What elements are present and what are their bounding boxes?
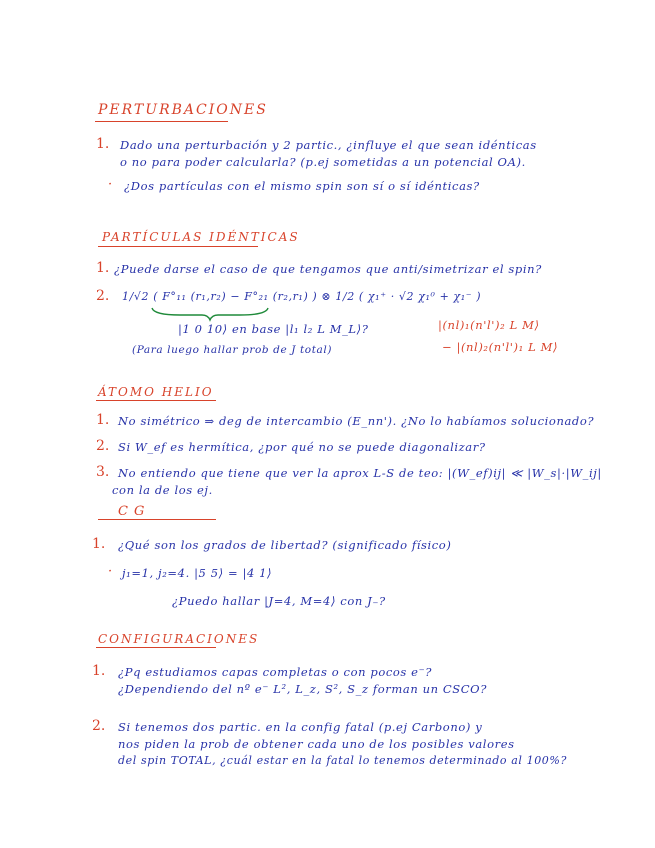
heading-cg: CG [118, 504, 151, 519]
question-text: ¿Puede darse el caso de que tengamos que anti/simetrizar el spin? [114, 262, 542, 276]
question-number: 3. [96, 464, 110, 480]
question-text: ¿Qué son los grados de libertad? (significado físico) [118, 538, 452, 552]
heading-underline [96, 647, 216, 648]
ket-question: |1 0 10⟩ en base |l₁ l₂ L M_L⟩? [178, 322, 369, 336]
bullet-text: ¿Dos partículas con el mismo spin son sí o sí idénticas? [124, 179, 480, 193]
question-number: 1. [92, 536, 106, 552]
red-annotation: − |(nl)₂(n'l')₁ L M⟩ [442, 340, 559, 354]
question-text: No entiendo que tiene que ver la aprox L-S de teo: |(W_ef)ij| ≪ |W_s|·|W_ij| [118, 466, 602, 480]
heading-particulas: PARTÍCULAS IDÉNTICAS [102, 230, 300, 244]
question-text: con la de los ej. [112, 483, 213, 497]
heading-underline [98, 246, 258, 247]
question-text: del spin TOTAL, ¿cuál estar en la fatal lo tenemos determinado al 100%? [118, 754, 567, 767]
question-text: o no para poder calcularla? (p.ej sometidas a un potencial OA). [120, 155, 526, 169]
question-text: Si W_ef es hermítica, ¿por qué no se puede diagonalizar? [118, 440, 486, 454]
curly-brace [150, 306, 270, 322]
heading-configuraciones: CONFIGURACIONES [98, 632, 260, 646]
question-number: 2. [96, 288, 110, 304]
question-text: Dado una perturbación y 2 partic., ¿influye el que sean idénticas [120, 138, 537, 152]
heading-underline [96, 400, 216, 401]
note-text: (Para luego hallar prob de J total) [132, 344, 333, 356]
heading-underline [95, 121, 228, 122]
question-number: 1. [96, 136, 110, 152]
question-number: 2. [92, 718, 106, 734]
red-annotation: |(nl)₁(n'l')₂ L M⟩ [438, 318, 540, 332]
question-text: No simétrico ⇒ deg de intercambio (E_nn'). ¿No lo habíamos solucionado? [118, 414, 595, 428]
heading-underline [98, 519, 216, 520]
bullet-mark: · [108, 177, 113, 192]
question-number: 1. [92, 663, 106, 679]
formula: 1/√2 ( F°₁₁ (r₁,r₂) − F°₂₁ (r₂,r₁) ) ⊗ 1/2 ( χ₁⁺ · √2 χ₁⁰ + χ₁⁻ ) [122, 290, 482, 303]
question-number: 1. [96, 412, 110, 428]
bullet-text: j₁=1, j₂=4. |5 5⟩ = |4 1⟩ [122, 566, 273, 580]
question-text: ¿Dependiendo del nº e⁻ L², L_z, S², S_z forman un CSCO? [118, 682, 487, 696]
bullet-mark: · [108, 564, 113, 579]
heading-perturbaciones: PERTURBACIONES [98, 102, 268, 118]
question-text: nos piden la prob de obtener cada uno de los posibles valores [118, 737, 515, 751]
sub-question: ¿Puedo hallar |J=4, M=4⟩ con J₋? [172, 594, 386, 608]
heading-atomo-helio: ÁTOMO HELIO [98, 385, 214, 399]
question-number: 2. [96, 438, 110, 454]
question-text: ¿Pq estudiamos capas completas o con pocos e⁻? [118, 665, 433, 679]
question-number: 1. [96, 260, 110, 276]
question-text: Si tenemos dos partic. en la config fatal (p.ej Carbono) y [118, 720, 483, 734]
